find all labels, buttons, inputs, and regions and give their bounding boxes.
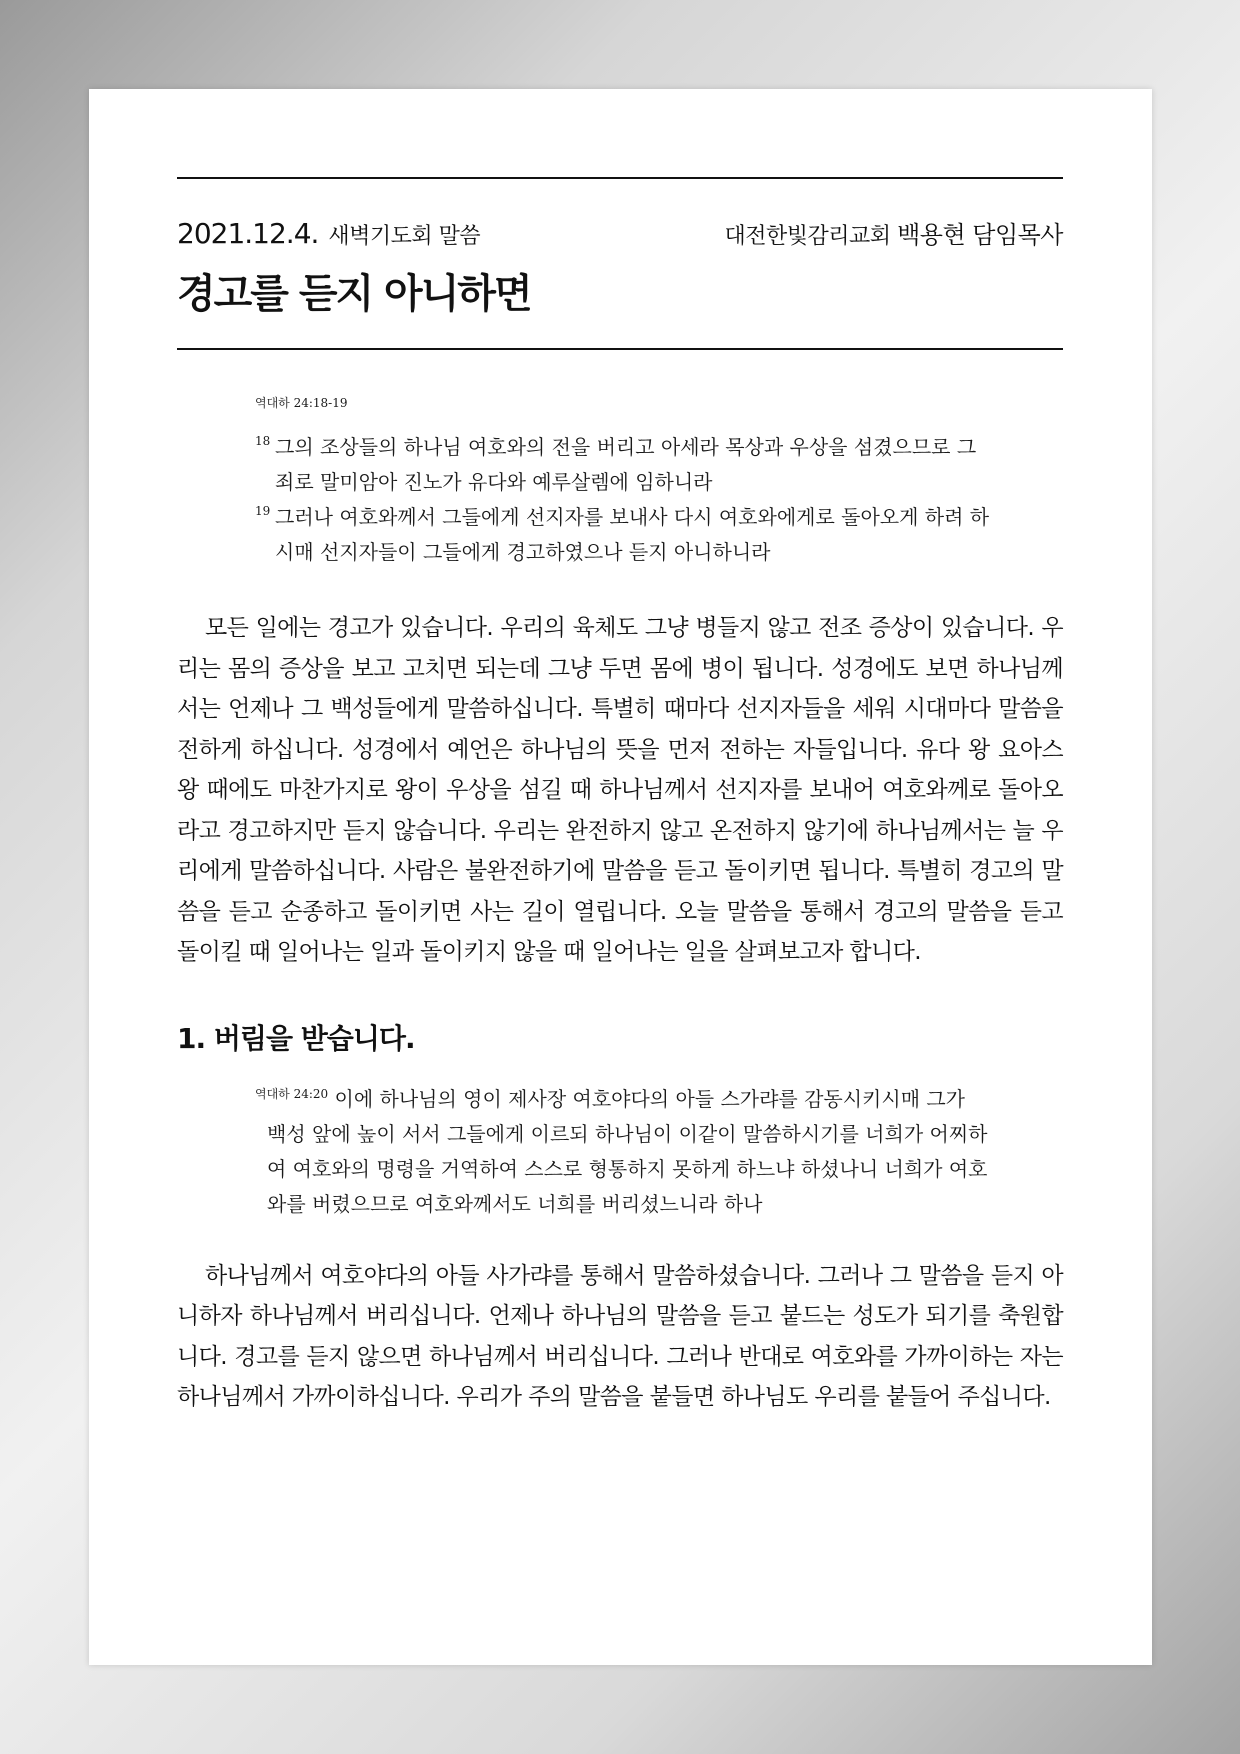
verse-number: 19 <box>255 504 271 518</box>
verse-19 <box>255 500 990 570</box>
header-left <box>177 217 480 250</box>
section-scripture-text: 이에 하나님의 영이 제사장 여호야다의 아들 스가랴를 감동시키시매 그가 백성 앞에 높이 서서 그들에게 이르되 하나님이 이같이 말씀하시기를 너희가 어찌하여 여호와의 명령을 거역하여 스스로 형통하지 못하게 하느냐 하셨나니 너희가 여호와를 버렸으므로 여호와께서도 너희를 버리셨느니라 하나 <box>267 1086 988 1216</box>
service-name: 새벽기도회 말씀 <box>328 224 481 249</box>
section-heading: 1. 버림을 받습니다. <box>177 1021 415 1055</box>
top-rule <box>177 177 1063 179</box>
sermon-date: 2021.12.4. <box>177 217 319 250</box>
page-content <box>177 177 1063 1418</box>
church-name: 대전한빛감리교회 <box>724 224 891 249</box>
sermon-title: 경고를 듣지 아니하면 <box>177 271 531 317</box>
verse-18 <box>255 430 990 500</box>
verse-text: 그러나 여호와께서 그들에게 선지자를 보내사 다시 여호와에게로 돌아오게 하려 하시매 선지자들이 그들에게 경고하였으나 듣지 아니하니라 <box>275 505 990 564</box>
section-scripture-body <box>255 1077 990 1222</box>
section-scripture-ref: 역대하 24:20 <box>255 1086 329 1101</box>
header-right <box>725 215 1063 250</box>
scripture-ref: 역대하 24:18-19 <box>255 396 348 410</box>
pastor-name: 백용현 담임목사 <box>897 221 1063 249</box>
verse-text: 그의 조상들의 하나님 여호와의 전을 버리고 아세라 목상과 우상을 섬겼으므로 그 죄로 말미암아 진노가 유다와 예루살렘에 임하니라 <box>275 435 977 494</box>
section-scripture <box>255 1077 990 1222</box>
verse-number: 18 <box>255 434 271 448</box>
scripture-block <box>255 394 990 570</box>
document-page <box>89 89 1152 1665</box>
section-paragraph: 하나님께서 여호야다의 아들 사가랴를 통해서 말씀하셨습니다. 그러나 그 말씀을 듣지 아니하자 하나님께서 버리십니다. 언제나 하나님의 말씀을 듣고 붙드는 성도가 되기를 축원합니다. 경고를 듣지 않으면 하나님께서 버리십니다. 그러나 반대로 여호와를 가까이하는 자는 하나님께서 가까이하십니다. 우리가 주의 말씀을 붙들면 하나님도 우리를 붙들어 주십니다. <box>177 1262 1063 1410</box>
header-meta <box>177 215 1063 250</box>
intro-paragraph: 모든 일에는 경고가 있습니다. 우리의 육체도 그냥 병들지 않고 전조 증상이 있습니다. 우리는 몸의 증상을 보고 고치면 되는데 그냥 두면 몸에 병이 됩니다. 성경에도 보면 하나님께서는 언제나 그 백성들에게 말씀하십니다. 특별히 때마다 선지자들을 세워 시대마다 말씀을 전하게 하십니다. 성경에서 예언은 하나님의 뜻을 먼저 전하는 자들입니다. 유다 왕 요아스 왕 때에도 마찬가지로 왕이 우상을 섬길 때 하나님께서 선지자를 보내어 여호와께로 돌아오라고 경고하지만 듣지 않습니다. 우리는 완전하지 않고 온전하지 않기에 하나님께서는 늘 우리에게 말씀하십니다. 사람은 불완전하기에 말씀을 듣고 돌이키면 됩니다. 특별히 경고의 말씀을 듣고 순종하고 돌이키면 사는 길이 열립니다. 오늘 말씀을 통해서 경고의 말씀을 듣고 돌이킬 때 일어나는 일과 돌이키지 않을 때 일어나는 일을 살펴보고자 합니다. <box>177 615 1063 965</box>
title-rule <box>177 348 1063 350</box>
